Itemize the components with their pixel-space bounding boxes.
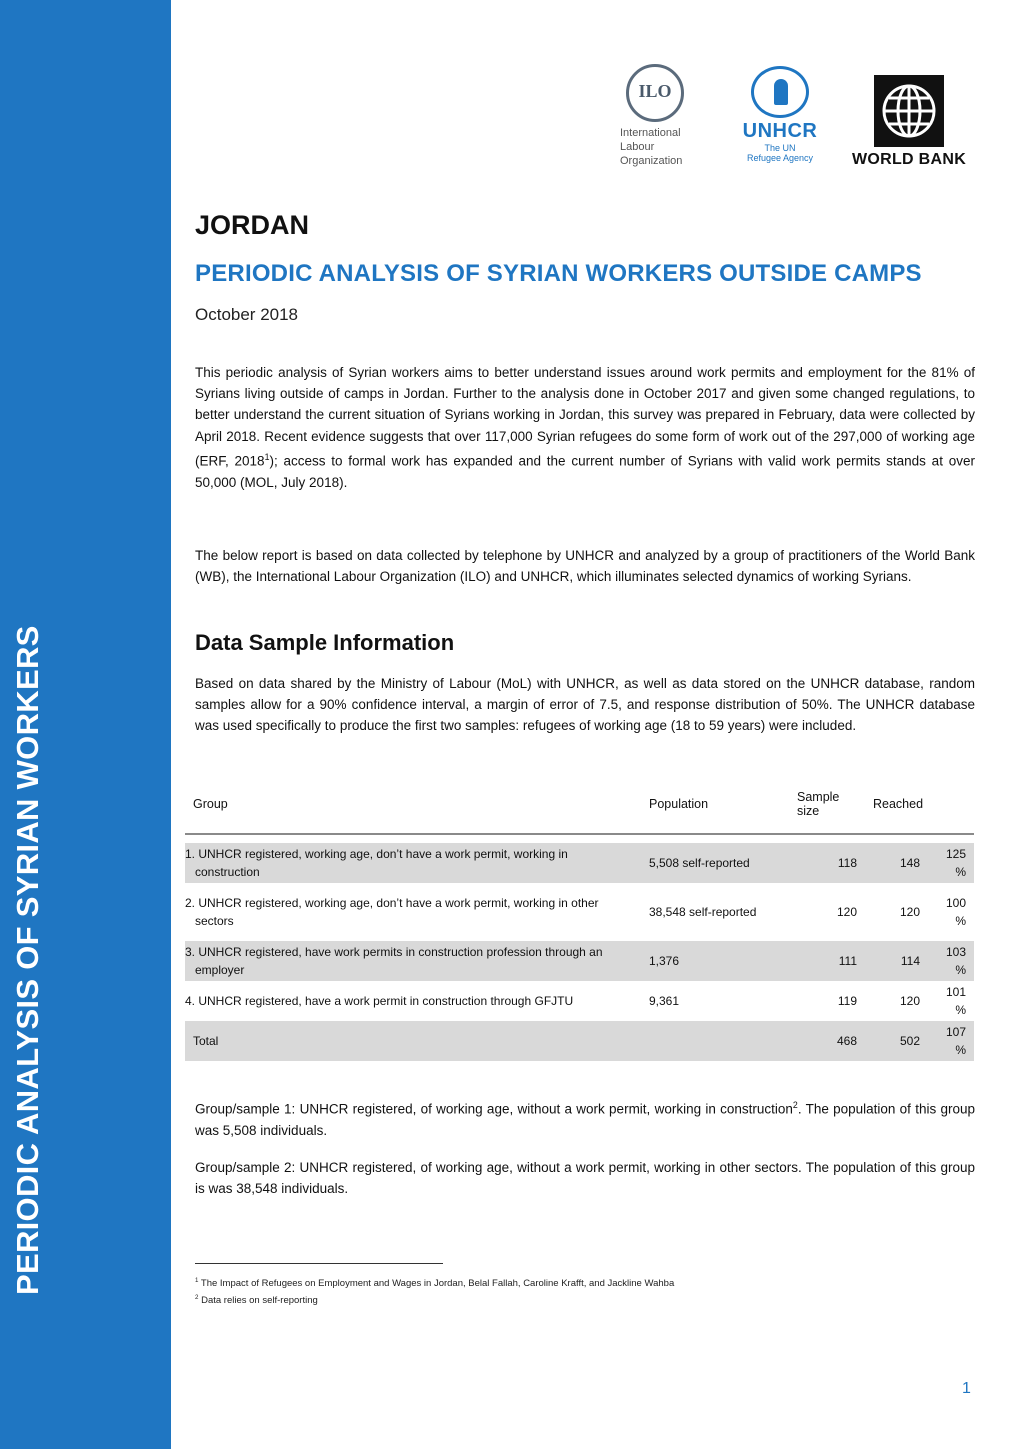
table-cell: 9,361 [649,994,680,1008]
table-cell: 120 [899,905,920,919]
table-cell: 119 [837,994,857,1008]
table-cell: 107 % [928,1021,974,1061]
footnote-ref[interactable]: 1 [264,451,270,462]
ilo-logo-line: Labour [620,141,655,153]
table-cell: 1. UNHCR registered, working age, don’t have a work permit, working in construction [185,843,641,883]
footnote-1: $^1$ The Impact of Refugees on Employment and Wages in Jordan, Belal Fallah, Caroline Krafft, and Jackline Wahba [195,1277,675,1290]
table-row [185,843,974,883]
table-row [185,883,974,941]
data-sample-description: Based on data shared by the Ministry of Labour (MoL) with UNHCR, as well as data stored on the UNHCR database, random samples allow for a 90% confidence interval, a margin of error of 7.5, and response distribution of 50%. The UNHCR database was used specifically to produce the first two samples: refugees of working age (18 to 59 years) were included. [195,676,975,734]
world-bank-logo [844,75,974,169]
table-cell: 101 % [945,985,966,1017]
unhcr-logo-sub: Refugee Agency [746,153,814,163]
table-row [185,941,974,981]
table-cell: 38,548 self-reported [649,905,757,919]
column-header: Group [185,775,641,834]
unhcr-logo-name: UNHCR [742,120,818,142]
ilo-logo-line: International [620,127,681,139]
table-cell: 5,508 self-reported [641,843,789,883]
intro-paragraph-2: The below report is based on data collected by telephone by UNHCR and analyzed by a group of practitioners of the World Bank (WB), the International Labour Organization (ILO) and UNHCR, which illuminates selected dynamics of working Syrians. [195,548,975,585]
world-bank-globe-icon [874,75,944,147]
table-cell: 468 [789,1021,865,1061]
sidebar-title: PERIODIC ANALYSIS OF SYRIAN WORKERS [10,625,45,1295]
ilo-emblem-icon: ILO [626,64,684,122]
ilo-logo-line: Organization [620,155,683,167]
unhcr-emblem-icon [751,66,809,118]
table-cell: 111 [789,941,865,981]
table-cell: 103 % [928,941,974,981]
table-cell: 3. UNHCR registered, have work permits in construction profession through an employer [185,941,641,981]
unhcr-logo-sub: The UN [764,143,796,153]
section-heading: Data Sample Information [195,630,455,655]
table-cell: 114 [865,941,928,981]
table-header-row [185,775,974,834]
table-cell: 2. UNHCR registered, working age, don’t have a work permit, working in other sectors [185,896,599,928]
table-total-row [185,1021,974,1061]
table-cell: 1,376 [641,941,789,981]
table-cell [641,1021,789,1061]
footnote-ref[interactable]: 2 [792,1100,798,1110]
page-number: 1 [962,1380,971,1397]
column-header: Sample size [789,775,865,834]
ilo-logo [620,64,700,168]
table-cell: 100 % [945,896,966,928]
table-cell: 118 [789,843,865,883]
sample-table [185,775,974,1061]
column-header: Population [641,775,789,834]
country-heading: JORDAN [195,210,310,240]
column-header: Reached [865,775,974,834]
footnote-2: $^2$ Data relies on self-reporting [195,1294,318,1307]
table-cell: 120 [899,994,920,1008]
sidebar [0,0,171,1449]
intro-paragraph-1: This periodic analysis of Syrian workers aims to better understand issues around work permits and employment for the 81% of Syrians living outside of camps in Jordan. Further to the analysis done in October 2017 and given some changed regulations, to better understand the current situation of Syrians working in Jordan, this survey was prepared in February, data were collected by April 2018. Recent evidence suggests that over 117,000 Syrian refugees do some form of work out of the 297,000 of working age (ERF, 2018$^1$); access to formal work has expanded and the current number of Syrians with valid work permits stands at over 50,000 (MOL, July 2018). [195,365,975,490]
table-row [185,981,974,1021]
world-bank-logo-name: WORLD BANK [851,151,967,168]
table-cell: Total [185,1021,641,1061]
group-1-description: Group/sample 1: UNHCR registered, of working age, without a work permit, working in construction$^2$. The population of this group was 5,508 individuals. [195,1100,976,1138]
table-cell: 120 [836,905,857,919]
report-title: PERIODIC ANALYSIS OF SYRIAN WORKERS OUTSIDE CAMPS [195,260,922,287]
table-cell: 148 [865,843,928,883]
report-date: October 2018 [195,305,299,324]
unhcr-logo [736,66,824,163]
footnotes [195,1274,674,1308]
table-cell: 4. UNHCR registered, have a work permit in construction through GFJTU [185,994,574,1008]
group-2-description: Group/sample 2: UNHCR registered, of working age, without a work permit, working in other sectors. The population of this group is was 38,548 individuals. [195,1160,975,1197]
table-cell: 502 [865,1021,928,1061]
table-cell: 125 % [928,843,974,883]
footnote-divider [195,1263,443,1264]
